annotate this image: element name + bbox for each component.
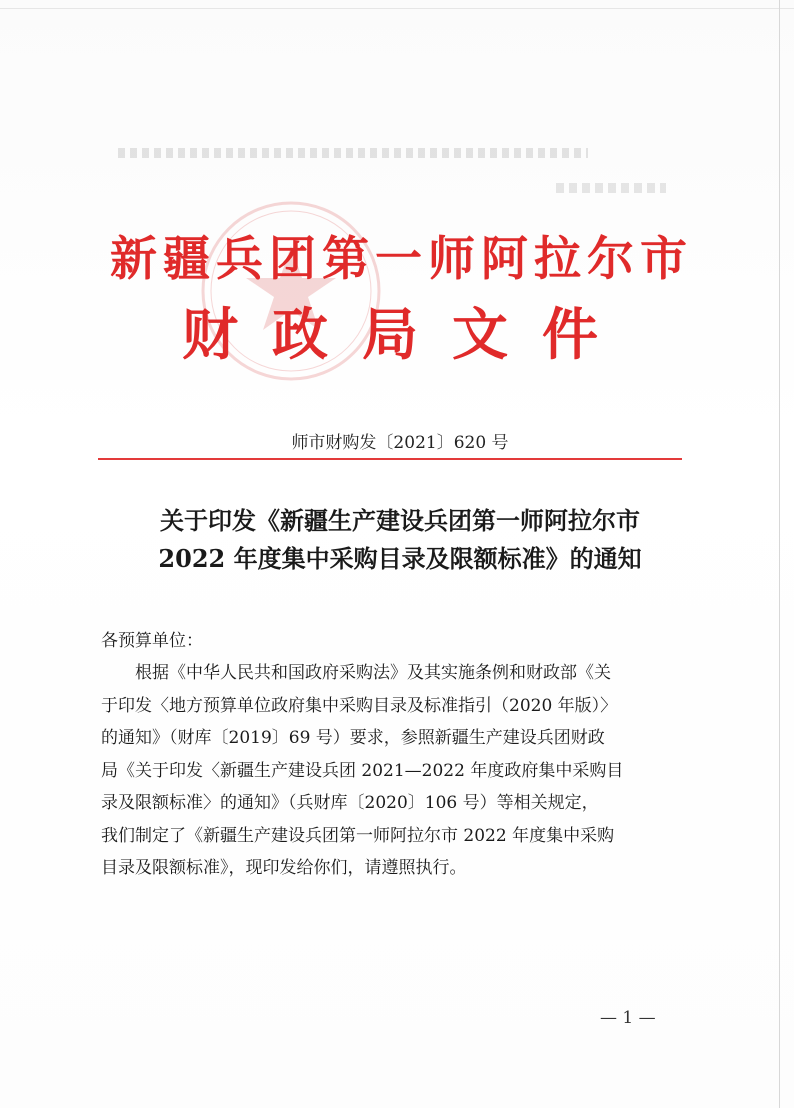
bleed-through-text bbox=[556, 183, 666, 193]
scan-edge-right bbox=[779, 0, 780, 1108]
title-line: 2022 年度集中采购目录及限额标准》的通知 bbox=[158, 544, 642, 573]
body-line: 目录及限额标准》，现印发给你们，请遵照执行。 bbox=[101, 858, 467, 878]
document-title bbox=[80, 502, 720, 578]
red-separator-line bbox=[98, 458, 682, 460]
masthead-doc-type: 财政局文件 bbox=[182, 302, 632, 368]
title-line: 关于印发《新疆生产建设兵团第一师阿拉尔市 bbox=[160, 506, 640, 535]
page-number: — 1 — bbox=[600, 1008, 656, 1028]
body-line: 的通知》（财库〔2019〕69 号）要求，参照新疆生产建设兵团财政 bbox=[101, 728, 605, 748]
body-paragraph bbox=[101, 657, 691, 885]
body-line: 录及限额标准〉的通知》（兵财库〔2020〕106 号）等相关规定， bbox=[101, 793, 599, 813]
document-number: 师市财购发〔2021〕620 号 bbox=[291, 433, 509, 453]
bleed-through-text bbox=[118, 148, 588, 158]
body-line: 局《关于印发〈新疆生产建设兵团 2021—2022 年度政府集中采购目 bbox=[101, 760, 624, 781]
body-line: 于印发〈地方预算单位政府集中采购目录及标准指引（2020 年版）〉 bbox=[101, 695, 618, 716]
body-line: 根据《中华人民共和国政府采购法》及其实施条例和财政部《关 bbox=[135, 663, 611, 683]
salutation: 各预算单位： bbox=[101, 631, 203, 651]
body-line: 我们制定了《新疆生产建设兵团第一师阿拉尔市 2022 年度集中采购 bbox=[101, 825, 615, 846]
masthead-issuer: 新疆兵团第一师阿拉尔市 bbox=[110, 232, 693, 287]
scan-edge-top bbox=[0, 8, 794, 9]
